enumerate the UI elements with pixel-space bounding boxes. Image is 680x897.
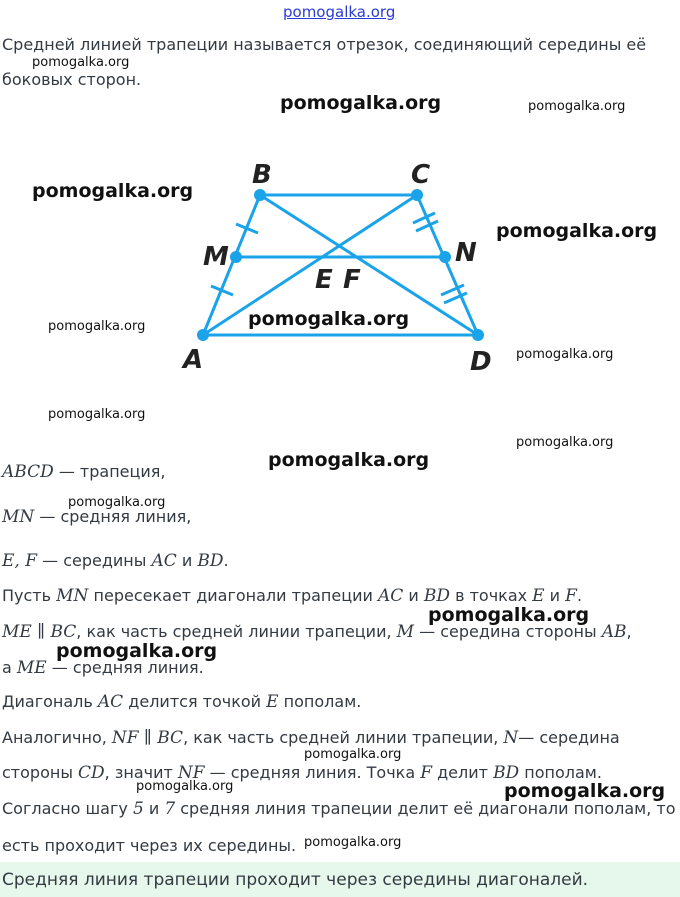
watermark: pomogalka.org xyxy=(48,407,146,422)
step-4: Пусть MN пересекает диагонали трапеции AC и BD в точках E и F. xyxy=(2,586,583,606)
watermark: pomogalka.org xyxy=(496,220,658,242)
point-b xyxy=(254,189,266,201)
watermark: pomogalka.org xyxy=(304,835,402,850)
watermark: pomogalka.org xyxy=(280,92,442,114)
watermark: pomogalka.org xyxy=(528,99,626,114)
step-3: E, F — середины AC и BD. xyxy=(2,551,229,571)
step-5: ME ∥ BC, как часть средней линии трапеции, M — середина стороны AB, xyxy=(2,622,632,642)
label-a: A xyxy=(183,345,204,375)
point-c xyxy=(411,189,423,201)
point-m xyxy=(230,251,242,263)
watermark: pomogalka.org xyxy=(504,780,666,802)
label-b: B xyxy=(252,160,272,190)
step-9: стороны CD, значит NF — средняя линия. Точка F делит BD пополам. xyxy=(2,763,602,783)
watermark: pomogalka.org xyxy=(304,747,402,762)
step-11: есть проходит через их середины. xyxy=(2,836,297,855)
step-10: Согласно шагу 5 и 7 средняя линия трапеции делит её диагонали пополам, то xyxy=(2,799,676,819)
point-a xyxy=(197,329,209,341)
watermark: pomogalka.org xyxy=(428,604,590,626)
point-n xyxy=(439,251,451,263)
tick-cn-2 xyxy=(416,221,438,231)
step-6: а ME — средняя линия. xyxy=(2,658,204,678)
conclusion-box xyxy=(0,862,680,897)
label-n: N xyxy=(455,238,477,268)
label-c: C xyxy=(411,160,431,190)
watermark: pomogalka.org xyxy=(516,347,614,362)
watermark-top-link[interactable]: pomogalka.org xyxy=(283,3,396,21)
watermark: pomogalka.org xyxy=(48,319,146,334)
label-f: F xyxy=(343,265,361,295)
watermark: pomogalka.org xyxy=(136,779,234,794)
watermark: pomogalka.org xyxy=(32,180,194,202)
label-e: E xyxy=(315,265,333,295)
conclusion-text: Средняя линия трапеции проходит через середины диагоналей. xyxy=(2,870,589,890)
label-d: D xyxy=(470,347,492,377)
point-d xyxy=(472,329,484,341)
step-8: Аналогично, NF ∥ BC, как часть средней линии трапеции, N— середина xyxy=(2,728,620,748)
watermark: pomogalka.org xyxy=(248,308,410,330)
definition-line-2: боковых сторон. xyxy=(2,70,142,89)
label-m: M xyxy=(203,242,229,272)
watermark: pomogalka.org xyxy=(268,449,430,471)
step-2: MN — средняя линия, xyxy=(2,507,192,527)
watermark: pomogalka.org xyxy=(68,495,166,510)
step-7: Диагональ AC делится точкой E пополам. xyxy=(2,692,362,712)
watermark: pomogalka.org xyxy=(516,435,614,450)
watermark: pomogalka.org xyxy=(56,640,218,662)
step-1: ABCD — трапеция, xyxy=(2,462,166,482)
watermark: pomogalka.org xyxy=(32,55,130,70)
definition-line-1: Средней линией трапеции называется отрезок, соединяющий середины её xyxy=(2,35,647,54)
